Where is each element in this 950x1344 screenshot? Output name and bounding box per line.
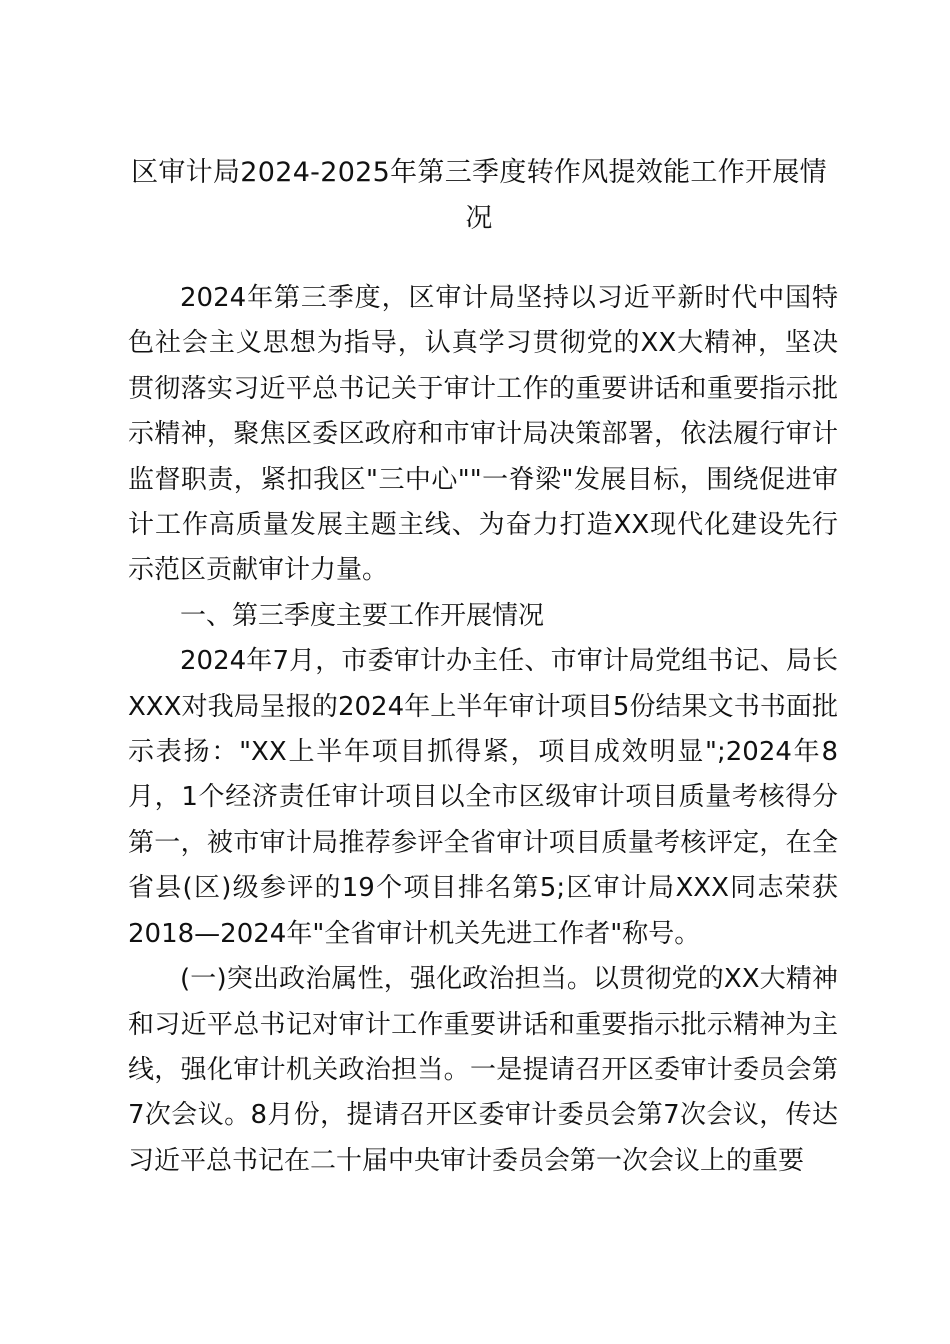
- subsection-paragraph: (一)突出政治属性，强化政治担当。以贯彻党的XX大精神和习近平总书记对审计工作重要讲话和重要指示批示精神为主线，强化审计机关政治担当。一是提请召开区委审计委员会第7次会议。8月份，提请召开区委审计委员会第7次会议，传达习近平总书记在二十届中央审计委员会第一次会议上的重要: [128, 964, 838, 1176]
- document-title: 区审计局2024-2025年第三季度转作风提效能工作开展情况: [131, 157, 827, 234]
- intro-paragraph: 2024年第三季度，区审计局坚持以习近平新时代中国特色社会主义思想为指导，认真学习贯彻党的XX大精神，坚决贯彻落实习近平总书记关于审计工作的重要讲话和重要指示批示精神，聚焦区委区政府和市审计局决策部署，依法履行审计监督职责，紧扣我区"三中心""一脊梁"发展目标，围绕促进审计工作高质量发展主题主线、为奋力打造XX现代化建设先行示范区贡献审计力量。: [128, 283, 838, 586]
- document-body: [128, 276, 838, 1184]
- section-heading: 一、第三季度主要工作开展情况: [180, 600, 545, 631]
- achievements-paragraph: 2024年7月，市委审计办主任、市审计局党组书记、局长XXX对我局呈报的2024年上半年审计项目5份结果文书书面批示表扬："XX上半年项目抓得紧，项目成效明显";2024年8月，1个经济责任审计项目以全市区级审计项目质量考核得分第一，被市审计局推荐参评全省审计项目质量考核评定，在全省县(区)级参评的19个项目排名第5;区审计局XXX同志荣获2018—2024年"全省审计机关先进工作者"称号。: [128, 646, 838, 949]
